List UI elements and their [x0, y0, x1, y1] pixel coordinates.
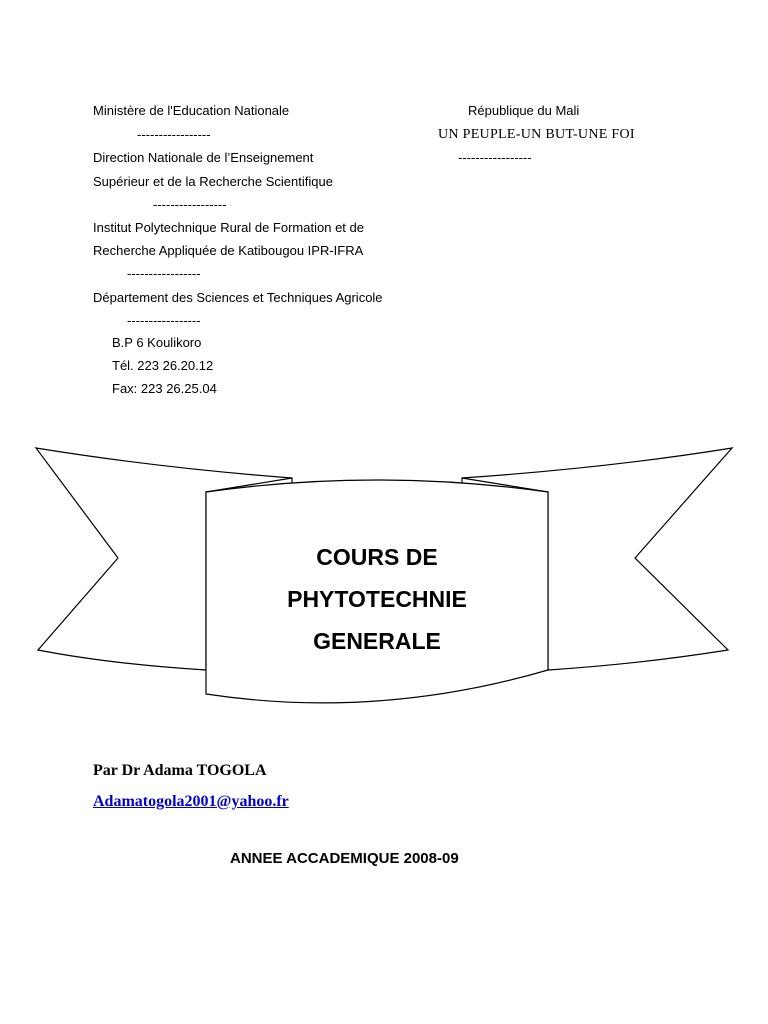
telephone: Tél. 223 26.20.12: [112, 358, 214, 373]
national-motto: UN PEUPLE-UN BUT-UNE FOI: [438, 127, 635, 142]
ministry-text: Ministère de l'Education Nationale: [93, 103, 290, 118]
author-email-link[interactable]: Adamatogola2001@yahoo.fr: [93, 793, 289, 810]
separator: -----------------: [458, 150, 532, 165]
institute-text-line2: Recherche Appliquée de Katibougou IPR-IFRA: [93, 243, 364, 258]
direction-text-line1: Direction Nationale de l’Enseignement: [93, 150, 314, 165]
republic-text: République du Mali: [468, 103, 580, 118]
separator: -----------------: [127, 266, 201, 281]
fax: Fax: 223 26.25.04: [112, 381, 217, 396]
author-name: Par Dr Adama TOGOLA: [93, 762, 267, 779]
academic-year: ANNEE ACCADEMIQUE 2008-09: [230, 850, 459, 867]
course-title-line2: PHYTOTECHNIE: [287, 586, 467, 612]
direction-text-line2: Supérieur et de la Recherche Scientifique: [93, 174, 333, 189]
separator: -----------------: [127, 313, 201, 328]
postal-box: B.P 6 Koulikoro: [112, 335, 202, 350]
separator: -----------------: [137, 127, 211, 142]
course-title-line1: COURS DE: [316, 544, 438, 570]
department-text: Département des Sciences et Techniques Agricole: [93, 290, 383, 305]
institute-text-line1: Institut Polytechnique Rural de Formation et de: [93, 220, 364, 235]
separator: -----------------: [153, 197, 227, 212]
course-title-line3: GENERALE: [313, 628, 441, 654]
